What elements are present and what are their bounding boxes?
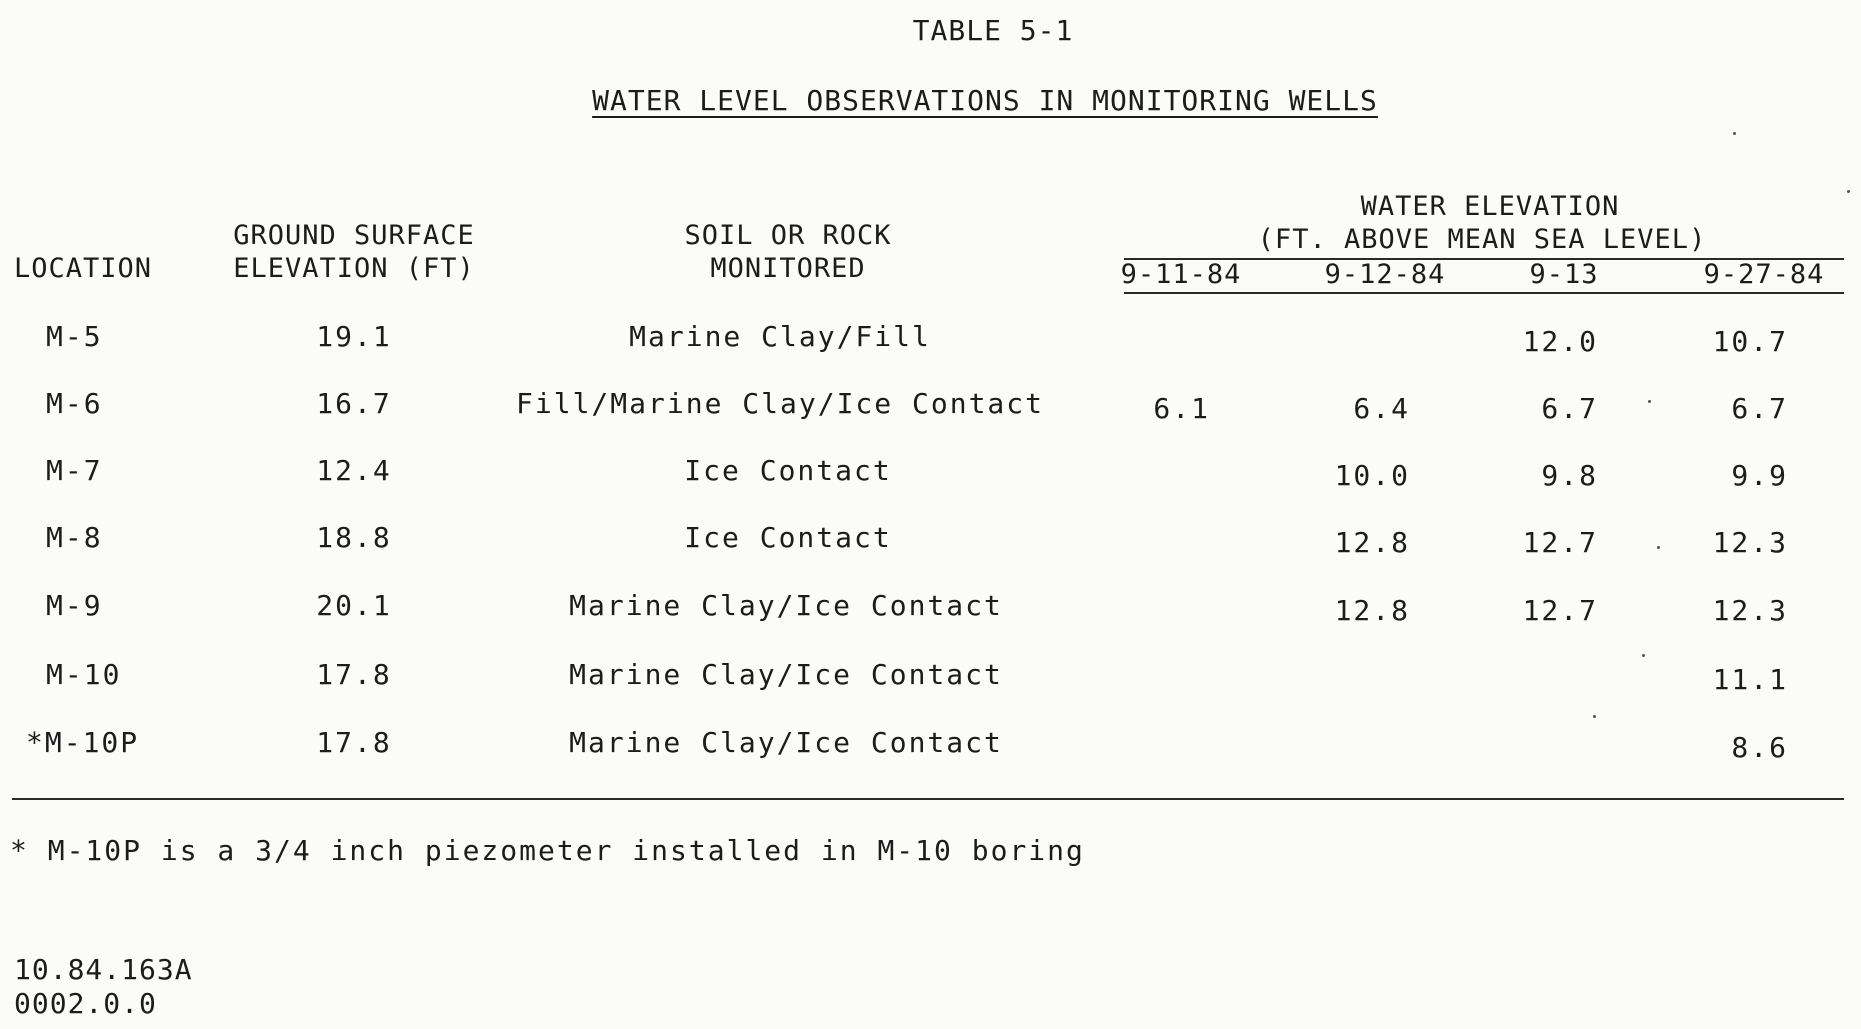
scan-speck bbox=[1593, 715, 1596, 718]
cell-d4: 8.6 bbox=[1731, 731, 1788, 764]
cell-ground: 19.1 bbox=[316, 320, 392, 353]
scan-speck bbox=[1733, 132, 1736, 135]
cell-ground: 12.4 bbox=[316, 454, 392, 487]
scan-speck bbox=[1648, 400, 1651, 403]
cell-d4: 11.1 bbox=[1712, 663, 1788, 696]
cell-location: M-8 bbox=[46, 521, 103, 554]
cell-d3: 12.7 bbox=[1522, 526, 1598, 559]
header-ground-line1: GROUND SURFACE bbox=[233, 220, 475, 251]
cell-d4: 10.7 bbox=[1712, 325, 1788, 358]
cell-location: M-7 bbox=[46, 454, 103, 487]
doc-code-2: 0002.0.0 bbox=[14, 987, 157, 1020]
cell-soil: Marine Clay/Fill bbox=[629, 320, 931, 353]
table-number: TABLE 5-1 bbox=[912, 14, 1074, 47]
cell-d3: 9.8 bbox=[1541, 459, 1598, 492]
cell-location: M-10 bbox=[46, 658, 122, 691]
cell-soil: Marine Clay/Ice Contact bbox=[569, 658, 1003, 691]
cell-soil: Ice Contact bbox=[684, 521, 892, 554]
cell-d1: 6.1 bbox=[1153, 392, 1210, 425]
table-title: WATER LEVEL OBSERVATIONS IN MONITORING WELLS bbox=[592, 84, 1378, 117]
cell-d2: 10.0 bbox=[1334, 459, 1410, 492]
cell-soil: Marine Clay/Ice Contact bbox=[569, 589, 1003, 622]
scan-speck bbox=[1847, 190, 1850, 193]
cell-ground: 16.7 bbox=[316, 387, 392, 420]
header-soil-line1: SOIL OR ROCK bbox=[684, 220, 892, 251]
cell-ground: 18.8 bbox=[316, 521, 392, 554]
header-date-2: 9-12-84 bbox=[1324, 259, 1446, 290]
header-location: LOCATION bbox=[14, 253, 153, 284]
cell-d2: 12.8 bbox=[1334, 594, 1410, 627]
cell-soil: Ice Contact bbox=[684, 454, 892, 487]
cell-ground: 17.8 bbox=[316, 658, 392, 691]
footnote: * M-10P is a 3/4 inch piezometer installed in M-10 boring bbox=[10, 834, 1085, 867]
header-ground-line2: ELEVATION (FT) bbox=[233, 253, 475, 284]
cell-d3: 12.0 bbox=[1522, 325, 1598, 358]
cell-d4: 12.3 bbox=[1712, 526, 1788, 559]
cell-ground: 20.1 bbox=[316, 589, 392, 622]
dates-rule bbox=[1124, 292, 1844, 294]
cell-d4: 6.7 bbox=[1731, 392, 1788, 425]
table-bottom-rule bbox=[12, 798, 1844, 800]
cell-d2: 12.8 bbox=[1334, 526, 1410, 559]
cell-location: M-9 bbox=[46, 589, 103, 622]
cell-d4: 9.9 bbox=[1731, 459, 1788, 492]
cell-d3: 12.7 bbox=[1522, 594, 1598, 627]
cell-location: M-5 bbox=[46, 320, 103, 353]
cell-location: *M-10P bbox=[26, 726, 140, 759]
cell-location: M-6 bbox=[46, 387, 103, 420]
cell-soil: Marine Clay/Ice Contact bbox=[569, 726, 1003, 759]
cell-d3: 6.7 bbox=[1541, 392, 1598, 425]
header-date-3: 9-13 bbox=[1529, 259, 1599, 290]
header-water-line2: (FT. ABOVE MEAN SEA LEVEL) bbox=[1257, 224, 1707, 255]
cell-soil: Fill/Marine Clay/Ice Contact bbox=[515, 387, 1045, 420]
header-date-4: 9-27-84 bbox=[1703, 259, 1825, 290]
cell-d2: 6.4 bbox=[1353, 392, 1410, 425]
cell-ground: 17.8 bbox=[316, 726, 392, 759]
doc-code-1: 10.84.163A bbox=[14, 953, 193, 986]
scan-speck bbox=[1642, 654, 1645, 657]
scan-speck bbox=[1657, 546, 1660, 549]
header-date-1: 9-11-84 bbox=[1120, 259, 1242, 290]
header-water-line1: WATER ELEVATION bbox=[1360, 191, 1620, 222]
cell-d4: 12.3 bbox=[1712, 594, 1788, 627]
header-soil-line2: MONITORED bbox=[710, 253, 866, 284]
